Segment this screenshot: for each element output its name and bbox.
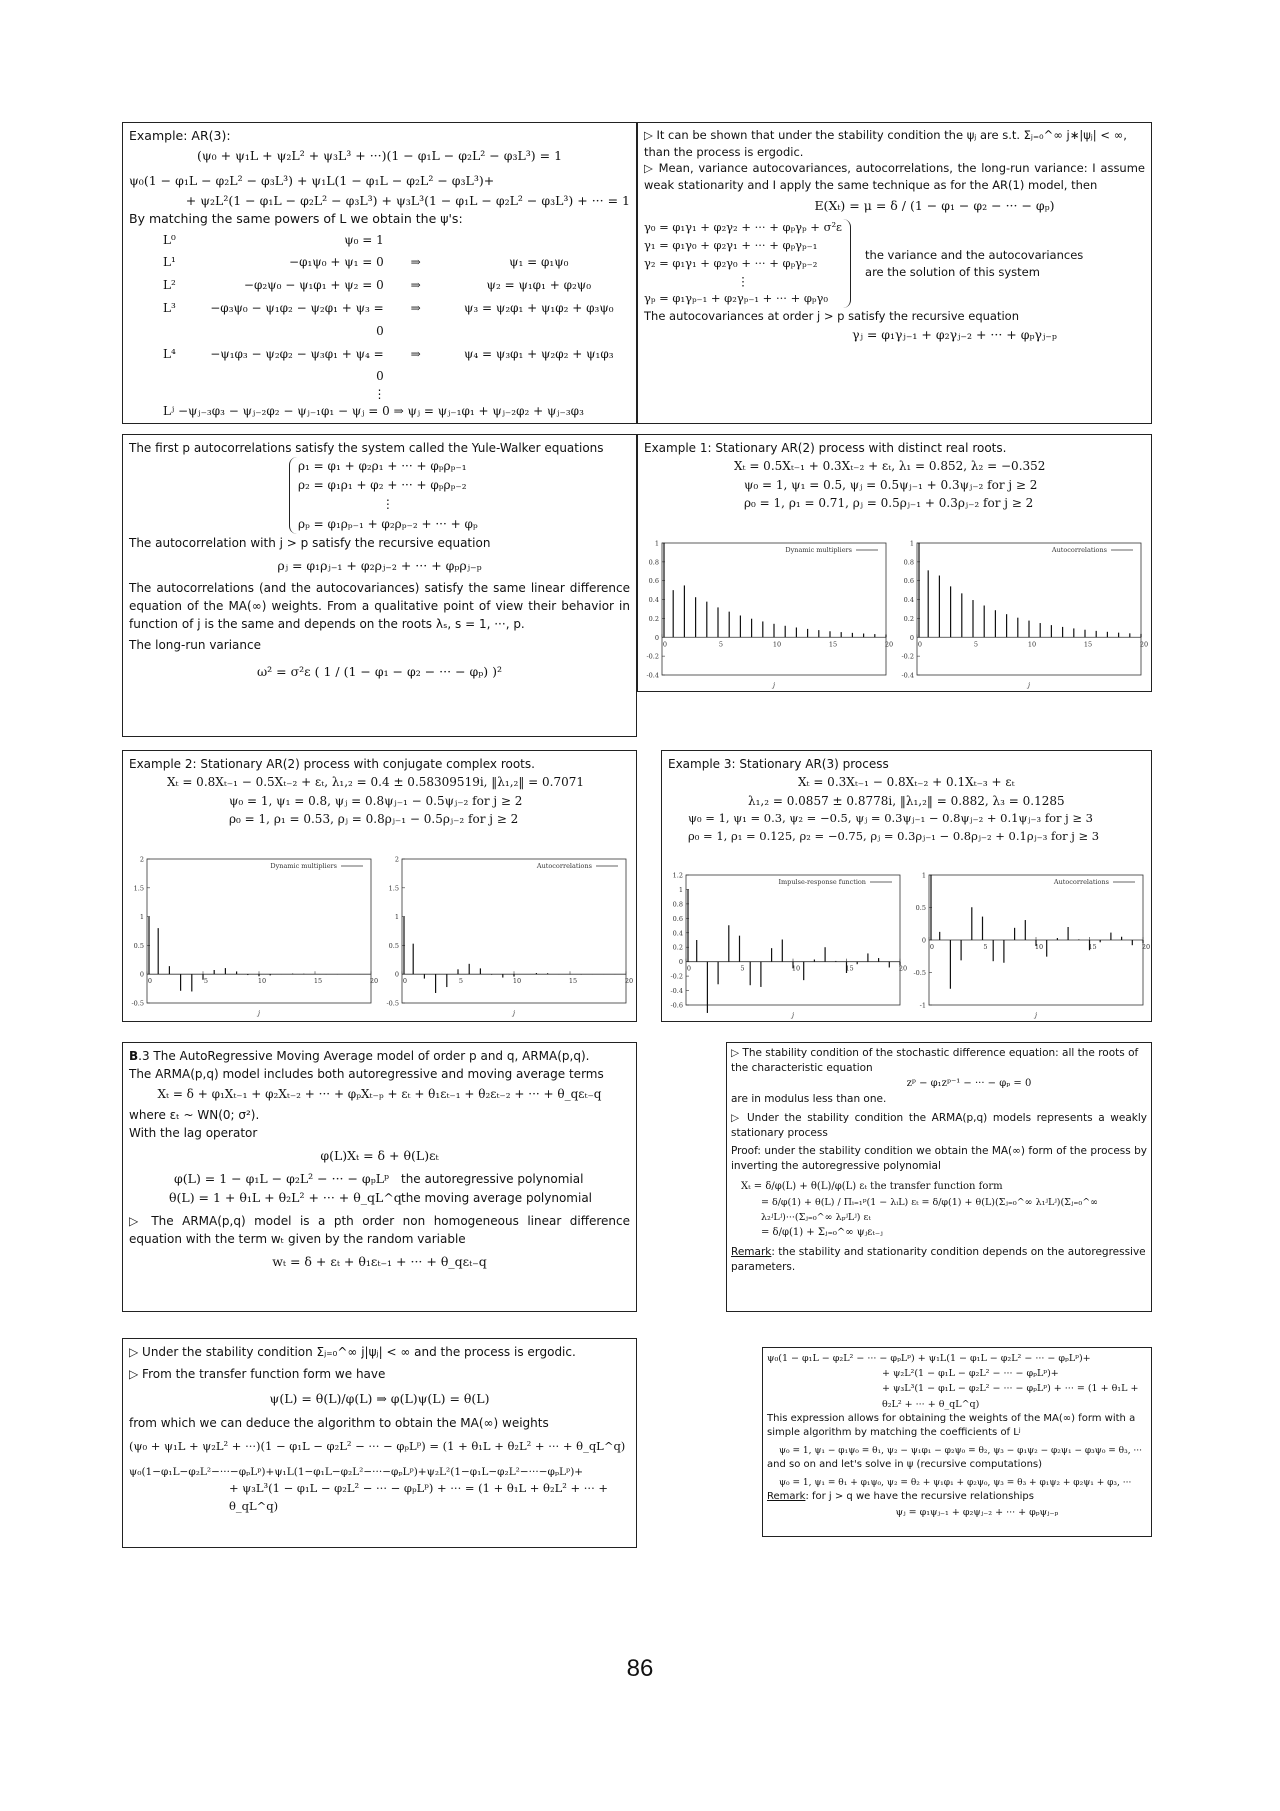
ergodic-line2: than the process is ergodic. [644,144,804,159]
y-tick-label: 1 [678,885,683,894]
x-tick-label: 15 [568,977,578,986]
x-axis-label: j [1034,1011,1038,1019]
x-tick-label: 10 [772,640,782,649]
arma-eq: Xₜ = δ + φ₁Xₜ₋₁ + φ₂Xₜ₋₂ + ··· + φₚXₜ₋ₚ + εₜ + θ₁εₜ₋₁ + θ₂εₜ₋₂ + ··· + θ_qεₜ₋q [157,1087,602,1101]
x-tick-label: 20 [1139,640,1149,649]
algo-remark-label: Remark [767,1491,806,1503]
arma-lag: With the lag operator [129,1125,258,1140]
stab-remark-label: Remark [731,1245,772,1258]
algo-e2: + ψ₂L²(1 − φ₁L − φ₂L² − ··· − φₚLᵖ)+ [882,1368,1059,1380]
autocov-system [644,219,1145,308]
y-tick-label: 1 [921,871,926,880]
y-tick-label: 1.5 [133,884,144,893]
algorithm-box [762,1347,1152,1537]
y-tick-label: 0.2 [903,614,914,623]
ar3-eq2a: ψ₀(1 − φ₁L − φ₂L² − φ₃L³) + ψ₁L(1 − φ₁L − φ₂L² − φ₃L³)+ [129,173,495,189]
x-tick-label: 10 [257,977,267,986]
plot-frame [686,875,900,1005]
y-tick-label: 0 [139,970,144,979]
ar3-eq2b: + ψ₂L²(1 − φ₁L − φ₂L² − φ₃L³) + ψ₃L³(1 − φ₁L − φ₂L² − φ₃L³) + ··· = 1 [185,192,630,208]
yw-line2: The autocorrelation with j > p satisfy the recursive equation [129,535,491,550]
x-axis-label: j [791,1011,795,1019]
y-tick-label: 0.6 [903,577,914,586]
y-tick-label: 0.6 [672,914,683,923]
ar3-row: L⁴ −ψ₁φ₃ − ψ₂φ₂ − ψ₃φ₁ + ψ₄ = 0 ⇒ ψ₄ = ψ₃φ₁ + ψ₂φ₂ + ψ₁φ₃ [163,346,614,384]
x-tick-label: 5 [718,640,724,649]
y-tick-label: 2 [394,855,399,864]
arma-where: where εₜ ~ WN(0; σ²). [129,1107,260,1122]
arma-line1: The ARMA(p,q) model includes both autoregressive and moving average terms [129,1067,604,1081]
x-axis-label: j [257,1009,261,1017]
mean-eq: E(Xₜ) = μ = δ / (1 − φ₁ − φ₂ − ··· − φₚ) [814,197,1055,213]
algo-line1: This expression allows for obtaining the weights of the MA(∞) form with a simple algorithm by matching the coefficients of Lʲ [767,1412,1136,1439]
y-tick-label: -0.5 [386,999,399,1008]
y-tick-label: 0.5 [388,941,399,950]
sys-note2: are the solution of this system [865,264,1040,279]
x-axis-label: j [512,1009,516,1017]
ex1-title: Example 1: Stationary AR(2) process with distinct real roots. [644,441,1007,455]
y-tick-label: 0.2 [672,943,683,952]
algo-e6: ψⱼ = φ₁ψⱼ₋₁ + φ₂ψⱼ₋₂ + ··· + φₚψⱼ₋ₚ [895,1506,1059,1518]
y-tick-label: -0.6 [670,1001,683,1010]
ar3-row: L⁰ ψ₀ = 1 [163,232,384,247]
stab-f1: Xₜ = δ/φ(L) + θ(L)/φ(L) εₜ the transfer function form [741,1180,1003,1192]
algo-remark [767,1490,1147,1505]
x-tick-label: 10 [1034,943,1044,951]
x-tick-label: 20 [369,977,379,986]
example3-box [661,750,1152,1022]
ex2-eq2: ψ₀ = 1, ψ₁ = 0.8, ψⱼ = 0.8ψⱼ₋₁ − 0.5ψⱼ₋₂ for j ≥ 2 [229,793,523,808]
y-tick-label: -0.4 [646,671,659,680]
x-axis-label: j [1027,681,1031,689]
stab-line4: Proof: under the stability condition we obtain the MA(∞) form of the process by inverting the autoregressive polynomial [731,1145,1147,1173]
transfer-line3: from which we can deduce the algorithm to obtain the MA(∞) weights [129,1416,549,1431]
x-tick-label: 5 [203,977,209,986]
ar3-example-box [122,122,637,424]
arma-w-eq: wₜ = δ + εₜ + θ₁εₜ₋₁ + ··· + θ_qεₜ₋q [272,1253,487,1269]
algo-e4: ψ₀ = 1, ψ₁ − φ₁ψ₀ = θ₁, ψ₂ − ψ₁φ₁ − φ₂ψ₀ = θ₂, ψ₃ − φ₁ψ₂ − φ₂ψ₁ − φ₃ψ₀ = θ₃, ··· [779,1445,1143,1456]
ar3-title: Example: AR(3): [129,128,231,143]
x-tick-label: 20 [624,977,634,986]
y-tick-label: 0 [909,633,914,642]
algo-e3: + ψ₃L³(1 − φ₁L − φ₂L² − ··· − φₚLᵖ) + ··· = (1 + θ₁L + θ₂L² + ··· + θ_qL^q) [882,1383,1139,1410]
transfer-e3: + ψ₃L³(1 − φ₁L − φ₂L² − ··· − φₚLᵖ) + ··· = (1 + θ₁L + θ₂L² + ··· + θ_qL^q) [229,1481,609,1514]
arma-theta: θ(L) = 1 + θ₁L + θ₂L² + ··· + θ_qL^q [169,1190,402,1206]
ex3-autocorrelations-chart [907,871,1151,1019]
legend-label: Dynamic multipliers [270,862,337,870]
example1-box [637,434,1152,692]
stab-line1: ▷ The stability condition of the stochastic difference equation: all the roots of the characteristic equation [731,1047,1139,1075]
x-tick-label: 15 [313,977,323,986]
transfer-e1: (ψ₀ + ψ₁L + ψ₂L² + ···)(1 − φ₁L − φ₂L² − ··· − φₚLᵖ) = (1 + θ₁L + θ₂L² + ··· + θ_qL^q) [129,1439,626,1454]
y-tick-label: -0.2 [646,652,659,661]
ex3-eq1: Xₜ = 0.3Xₜ₋₁ − 0.8Xₜ₋₂ + 0.1Xₜ₋₃ + εₜ [798,775,1015,789]
x-tick-label: 5 [740,964,745,973]
ex2-title: Example 2: Stationary AR(2) process with conjugate complex roots. [129,757,535,771]
x-tick-label: 0 [929,943,935,951]
transfer-line2: ▷ From the transfer function form we have [129,1367,386,1381]
ex1-eq3: ρ₀ = 1, ρ₁ = 0.71, ρⱼ = 0.5ρⱼ₋₁ + 0.3ρⱼ₋₂ for j ≥ 2 [744,496,1034,511]
y-tick-label: 1.2 [672,871,683,880]
y-tick-label: -0.2 [901,652,914,661]
long-run-variance-eq: ω² = σ²ε ( 1 / (1 − φ₁ − φ₂ − ··· − φₚ) )² [256,664,503,680]
ar3-row: L¹ −φ₁ψ₀ + ψ₁ = 0 ⇒ ψ₁ = φ₁ψ₀ [163,255,569,270]
y-tick-label: -1 [919,1001,926,1010]
yw-system: ρ₁ = φ₁ + φ₂ρ₁ + ··· + φₚρₚ₋₁ ρ₂ = φ₁ρ₁ + φ₂ + ··· + φₚρₚ₋₂ ⋮ ρₚ = φ₁ρₚ₋₁ + φ₂ρₚ₋₂ + ··· + φₚ [289,457,478,534]
transfer-eq: ψ(L) = θ(L)/φ(L) ⇒ φ(L)ψ(L) = θ(L) [269,1391,490,1406]
ex3-eq4: ρ₀ = 1, ρ₁ = 0.125, ρ₂ = −0.75, ρⱼ = 0.3ρⱼ₋₁ − 0.8ρⱼ₋₂ + 0.1ρⱼ₋₃ for j ≥ 3 [688,829,1100,843]
y-tick-label: 0.6 [648,577,659,586]
ar3-table [129,229,630,423]
legend-label: Dynamic multipliers [785,546,852,554]
y-tick-label: 1 [654,539,659,548]
ar3-row: L³ −φ₃ψ₀ − ψ₁φ₂ − ψ₂φ₁ + ψ₃ = 0 ⇒ ψ₃ = ψ₂φ₁ + ψ₁φ₂ + φ₃ψ₀ [163,301,614,338]
x-tick-label: 20 [1141,943,1151,951]
yw-line4: The long-run variance [129,638,261,653]
algo-e1: ψ₀(1 − φ₁L − φ₂L² − ··· − φₚLᵖ) + ψ₁L(1 − φ₁L − φ₂L² − ··· − φₚLᵖ)+ [767,1353,1091,1364]
yw-line1: The first p autocorrelations satisfy the system called the Yule-Walker equations [129,441,604,455]
y-tick-label: 0 [921,936,926,945]
y-tick-label: 0.4 [648,596,659,605]
y-tick-label: -0.5 [131,999,144,1008]
x-tick-label: 5 [458,977,464,986]
x-tick-label: 5 [983,943,988,951]
stab-f2: = δ/φ(1) + θ(L) / Πᵢ₌₁ᵖ(1 − λᵢL) εₜ = δ/φ(1) + θ(L)(Σⱼ₌₀^∞ λ₁ʲLʲ)(Σⱼ₌₀^∞ λ₂ʲLʲ)···(Σⱼ₌₀^∞ λₚʲLʲ) εₜ [761,1196,1099,1223]
ex2-eq1: Xₜ = 0.8Xₜ₋₁ − 0.5Xₜ₋₂ + εₜ, λ₁,₂ = 0.4 ± 0.58309519i, ‖λ₁,₂‖ = 0.7071 [167,775,585,789]
legend-label: Autocorrelations [536,862,592,870]
x-axis-label: j [772,681,776,689]
y-tick-label: 1 [394,913,399,922]
ar3-vdots: ⋮ [373,387,386,402]
stability-box [726,1042,1152,1312]
ar3-last: Lʲ −ψⱼ₋₃φ₃ − ψⱼ₋₂φ₂ − ψⱼ₋₁φ₁ − ψⱼ = 0 ⇒ ψⱼ = ψⱼ₋₁φ₁ + ψⱼ₋₂φ₂ + ψⱼ₋₃φ₃ [163,404,584,419]
x-tick-label: 15 [845,964,854,973]
transfer-line1: ▷ Under the stability condition Σⱼ₌₀^∞ j|ψⱼ| < ∞ and the process is ergodic. [129,1345,576,1359]
x-tick-label: 0 [686,964,692,973]
ex1-autocorrelations-chart [895,539,1149,689]
transfer-box [122,1338,637,1548]
y-tick-label: 2 [139,855,144,864]
y-tick-label: 0.5 [915,904,926,912]
ergodic-line1: ▷ It can be shown that under the stability condition the ψⱼ are s.t. Σⱼ₌₀^∞ j∗|ψⱼ| < ∞, [644,128,1127,142]
autocov-recursive-text: The autocovariances at order j > p satisfy the recursive equation [644,309,1019,324]
stab-remark-text: : the stability and stationarity condition depends on the autoregressive parameters. [731,1245,1146,1274]
y-tick-label: -0.5 [913,969,926,977]
algo-e5: ψ₀ = 1, ψ₁ = θ₁ + φ₁ψ₀, ψ₂ = θ₂ + ψ₁φ₁ + φ₂ψ₀, ψ₃ = θ₃ + φ₁ψ₂ + φ₂ψ₁ + φ₃, ··· [779,1477,1132,1488]
ex3-eq3: ψ₀ = 1, ψ₁ = 0.3, ψ₂ = −0.5, ψⱼ = 0.3ψⱼ₋₁ − 0.8ψⱼ₋₂ + 0.1ψⱼ₋₃ for j ≥ 3 [688,811,1093,826]
arma-theta-row [129,1188,630,1207]
page-number: 86 [626,1655,654,1682]
y-tick-label: 0.4 [672,929,683,938]
yule-walker-box [122,434,637,737]
transfer-e2: ψ₀(1−φ₁L−φ₂L²−···−φₚLᵖ)+ψ₁L(1−φ₁L−φ₂L²−···−φₚLᵖ)+ψ₂L²(1−φ₁L−φ₂L²−···−φₚLᵖ)+ [129,1466,584,1479]
ex1-eq2: ψ₀ = 1, ψ₁ = 0.5, ψⱼ = 0.5ψⱼ₋₁ + 0.3ψⱼ₋₂ for j ≥ 2 [744,477,1038,492]
ar3-match: By matching the same powers of L we obtain the ψ's: [129,210,463,226]
arma-lag-eq: φ(L)Xₜ = δ + θ(L)εₜ [320,1147,439,1163]
y-tick-label: -0.4 [901,671,914,680]
example2-box [122,750,637,1022]
x-tick-label: 20 [898,964,908,973]
ar3-eq1: (ψ₀ + ψ₁L + ψ₂L² + ψ₃L³ + ···)(1 − φ₁L − φ₂L² − φ₃L³) = 1 [196,147,563,163]
arma-theta-note: the moving average polynomial [401,1191,593,1206]
stab-line3: ▷ Under the stability condition the ARMA(p,q) models represents a weakly stationary process [731,1111,1147,1139]
ex1-eq1: Xₜ = 0.5Xₜ₋₁ + 0.3Xₜ₋₂ + εₜ, λ₁ = 0.852, λ₂ = −0.352 [734,459,1046,473]
ar3-row: L² −φ₂ψ₀ − ψ₁φ₁ + ψ₂ = 0 ⇒ ψ₂ = ψ₁φ₁ + φ₂ψ₀ [163,278,592,293]
algo-line2: and so on and let's solve in ψ (recursive computations) [767,1459,1043,1471]
algo-remark-text: : for j > q we have the recursive relationships [805,1491,1034,1503]
x-tick-label: 10 [791,964,801,973]
ex3-title: Example 3: Stationary AR(3) process [668,757,889,771]
arma-title [129,1047,630,1065]
yw-eq: ρⱼ = φ₁ρⱼ₋₁ + φ₂ρⱼ₋₂ + ··· + φₚρⱼ₋ₚ [277,557,482,573]
legend-label: Autocorrelations [1051,546,1107,554]
y-tick-label: 0 [678,958,683,967]
x-tick-label: 5 [973,640,979,649]
x-tick-label: 0 [917,640,923,649]
arma-phi-note: the autoregressive polynomial [401,1171,584,1186]
stab-eq: zᵖ − φ₁zᵖ⁻¹ − ··· − φₚ = 0 [906,1078,1032,1090]
ex3-impulse-response-chart [664,871,908,1019]
stab-line2: are in modulus less than one. [731,1093,887,1106]
x-tick-label: 10 [512,977,522,986]
autocov-recursive-eq: γⱼ = φ₁γⱼ₋₁ + φ₂γⱼ₋₂ + ··· + φₚγⱼ₋ₚ [852,326,1057,342]
autocov-system-brace: γ₀ = φ₁γ₁ + φ₂γ₂ + ··· + φₚγₚ + σ²ε γ₁ = φ₁γ₀ + φ₂γ₁ + ··· + φₚγₚ₋₁ γ₂ = φ₁γ₁ + φ₂γ₀ + ··· + φₚγₚ₋₂ ⋮ γₚ = φ₁γₚ₋₁ + φ₂γₚ₋₁ + ··· + φₚγ₀ [644,219,851,308]
y-tick-label: 1.5 [388,884,399,893]
x-tick-label: 0 [147,977,153,986]
arma-phi: φ(L) = 1 − φ₁L − φ₂L² − ··· − φₚLᵖ [174,1170,389,1186]
y-tick-label: 0 [394,970,399,979]
x-tick-label: 0 [402,977,408,986]
arma-phi-row [129,1169,630,1188]
y-tick-label: 0.8 [648,558,659,567]
sys-note1: the variance and the autocovariances [865,247,1084,262]
ex2-autocorrelations-chart [380,855,634,1017]
ex2-dynamic-multipliers-chart [125,855,379,1017]
ex2-eq3: ρ₀ = 1, ρ₁ = 0.53, ρⱼ = 0.8ρⱼ₋₁ − 0.5ρⱼ₋₂ for j ≥ 2 [229,812,519,827]
x-tick-label: 15 [828,640,838,649]
x-tick-label: 15 [1088,943,1097,951]
legend-label: Impulse-response function [778,878,866,886]
y-tick-label: 1 [139,913,144,922]
x-tick-label: 0 [662,640,668,649]
y-tick-label: 0.8 [903,558,914,567]
ergodic-line3: ▷ Mean, variance autocovariances, autocorrelations, the long-run variance: I assume weak stationarity and I apply the same technique as for the AR(1) model, then [644,161,1145,193]
arma-box [122,1042,637,1312]
legend-label: Autocorrelations [1053,878,1109,886]
y-tick-label: 0 [654,633,659,642]
arma-line2: ▷ The ARMA(p,q) model is a pth order non homogeneous linear difference equation with the term wₜ given by the random variable [129,1213,630,1246]
y-tick-label: 0.2 [648,614,659,623]
arma-title-letter: B [129,1049,139,1063]
arma-title-text: .3 The AutoRegressive Moving Average model of order p and q, ARMA(p,q). [138,1049,590,1063]
y-tick-label: -0.4 [670,987,683,996]
y-tick-label: 1 [909,539,914,548]
x-tick-label: 20 [884,640,894,649]
ex3-eq2: λ₁,₂ = 0.0857 ± 0.8778i, ‖λ₁,₂‖ = 0.882, λ₃ = 0.1285 [748,793,1065,808]
y-tick-label: 0.8 [672,900,683,909]
stab-f3: = δ/φ(1) + Σⱼ₌₀^∞ ψⱼεₜ₋ⱼ [761,1226,883,1238]
y-tick-label: -0.2 [670,972,683,981]
y-tick-label: 0.5 [133,941,144,950]
x-tick-label: 15 [1083,640,1093,649]
x-tick-label: 10 [1027,640,1037,649]
y-tick-label: 0.4 [903,596,914,605]
stab-remark [731,1245,1147,1275]
ex1-dynamic-multipliers-chart [640,539,894,689]
yw-line3: The autocorrelations (and the autocovariances) satisfy the same linear difference equation of the MA(∞) weights. From a qualitative point of view their behavior in function of j is the same and depends on the roots λₛ, s = 1, ···, p. [129,581,630,632]
moments-box [637,122,1152,424]
